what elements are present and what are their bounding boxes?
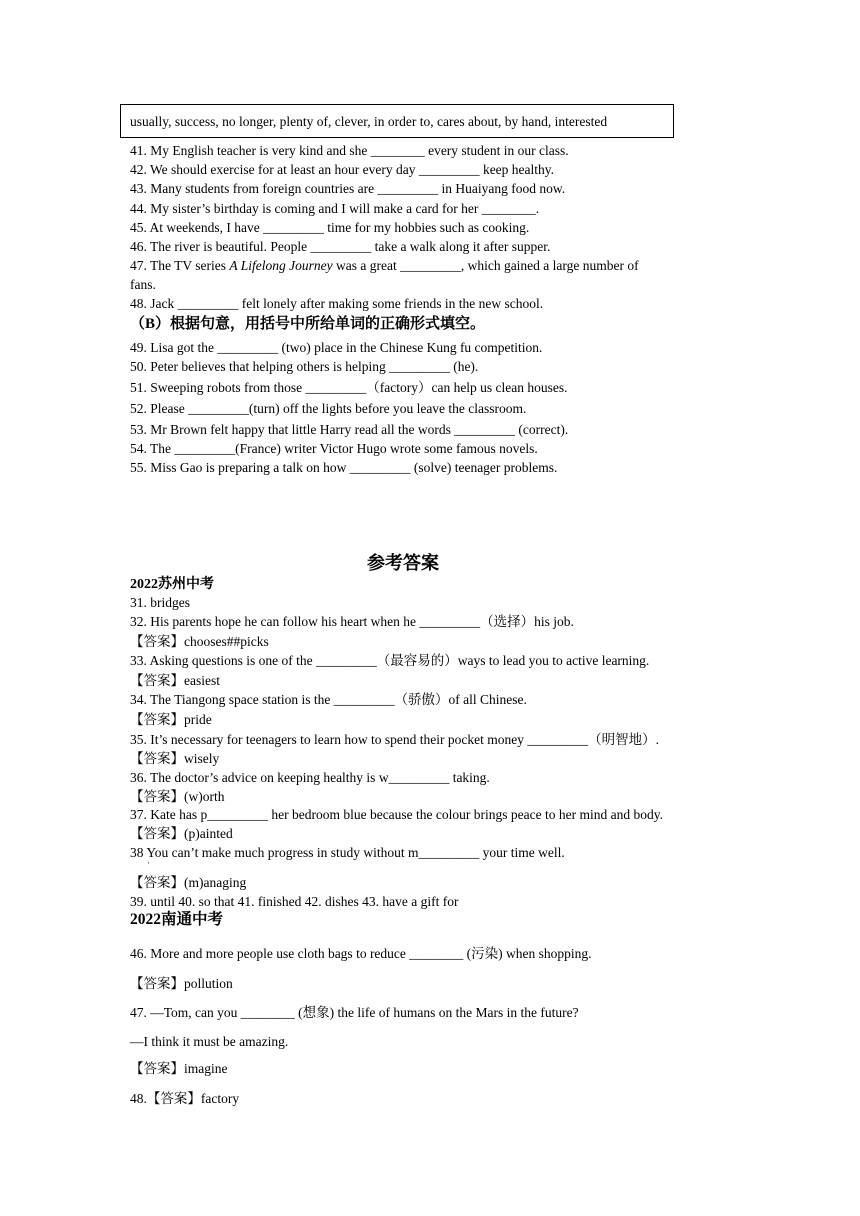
nantong-question-46: 46. More and more people use cloth bags to reduce ________ (污染) when shopping.: [130, 946, 592, 961]
answer-line: 36. The doctor’s advice on keeping healthy is w_________ taking.: [130, 770, 490, 785]
answer-line: 【答案】chooses##picks: [130, 634, 269, 649]
dot-mark: ·: [147, 858, 150, 868]
answer-line: 【答案】(p)ainted: [130, 826, 233, 841]
nantong-answer-48: 48.【答案】factory: [130, 1091, 240, 1106]
question-51: 51. Sweeping robots from those _________（factory）can help us clean houses.: [130, 380, 568, 395]
nantong-question-47: 47. —Tom, can you ________ (想象) the life of humans on the Mars in the future?: [130, 1005, 579, 1020]
question-41: 41. My English teacher is very kind and she ________ every student in our class.: [130, 143, 569, 158]
answer-line-39: 39. until 40. so that 41. finished 42. dishes 43. have a gift for: [130, 894, 459, 909]
answer-line: 31. bridges: [130, 595, 190, 610]
question-45: 45. At weekends, I have _________ time for my hobbies such as cooking.: [130, 220, 530, 235]
nantong-answer-46: 【答案】pollution: [130, 976, 233, 991]
question-50: 50. Peter believes that helping others is helping _________ (he).: [130, 359, 479, 374]
word-bank-text: usually, success, no longer, plenty of, clever, in order to, cares about, by hand, interested: [130, 114, 608, 129]
answer-line: 【答案】(w)orth: [130, 789, 225, 804]
answer-38: 【答案】(m)anaging: [130, 875, 247, 890]
answer-line: 【答案】easiest: [130, 673, 220, 688]
question-44: 44. My sister’s birthday is coming and I will make a card for her ________.: [130, 201, 540, 216]
question-46: 46. The river is beautiful. People _________ take a walk along it after supper.: [130, 239, 551, 254]
answer-line: 33. Asking questions is one of the _________（最容易的）ways to lead you to active learning.: [130, 653, 650, 668]
question-47-after: was a great _________, which gained a large number of: [332, 258, 639, 273]
suzhou-heading: 2022苏州中考: [130, 577, 214, 592]
answer-line: 【答案】pride: [130, 712, 212, 727]
question-47: [130, 257, 639, 274]
question-55: 55. Miss Gao is preparing a talk on how _________ (solve) teenager problems.: [130, 460, 558, 475]
nantong-heading: 2022南通中考: [130, 911, 224, 928]
answers-title: 参考答案: [367, 553, 439, 573]
question-53: 53. Mr Brown felt happy that little Harry read all the words _________ (correct).: [130, 422, 569, 437]
word-bank-box: [120, 104, 674, 138]
answer-line: 【答案】wisely: [130, 751, 220, 766]
answer-line: 38 You can’t make much progress in study without m_________ your time well.: [130, 845, 565, 860]
answer-line: 32. His parents hope he can follow his heart when he _________（选择）his job.: [130, 614, 574, 629]
nantong-question-47-reply: —I think it must be amazing.: [130, 1034, 289, 1049]
question-47-title: A Lifelong Journey: [229, 258, 333, 273]
question-49: 49. Lisa got the _________ (two) place in the Chinese Kung fu competition.: [130, 340, 543, 355]
question-48: 48. Jack _________ felt lonely after making some friends in the new school.: [130, 296, 544, 311]
answer-line: 37. Kate has p_________ her bedroom blue because the colour brings peace to her mind and body.: [130, 807, 663, 822]
part-b-heading: （B）根据句意，用括号中所给单词的正确形式填空。: [130, 316, 486, 332]
question-43: 43. Many students from foreign countries are _________ in Huaiyang food now.: [130, 181, 566, 196]
question-47-continued: fans.: [130, 277, 156, 292]
question-52: 52. Please _________(turn) off the lights before you leave the classroom.: [130, 401, 527, 416]
nantong-answer-47: 【答案】imagine: [130, 1061, 228, 1076]
answer-line: 34. The Tiangong space station is the _________（骄傲）of all Chinese.: [130, 692, 527, 707]
question-54: 54. The _________(France) writer Victor Hugo wrote some famous novels.: [130, 441, 538, 456]
question-42: 42. We should exercise for at least an hour every day _________ keep healthy.: [130, 162, 555, 177]
question-47-before: 47. The TV series: [130, 258, 230, 273]
answer-line: 35. It’s necessary for teenagers to learn how to spend their pocket money _________（明智地）.: [130, 732, 659, 747]
